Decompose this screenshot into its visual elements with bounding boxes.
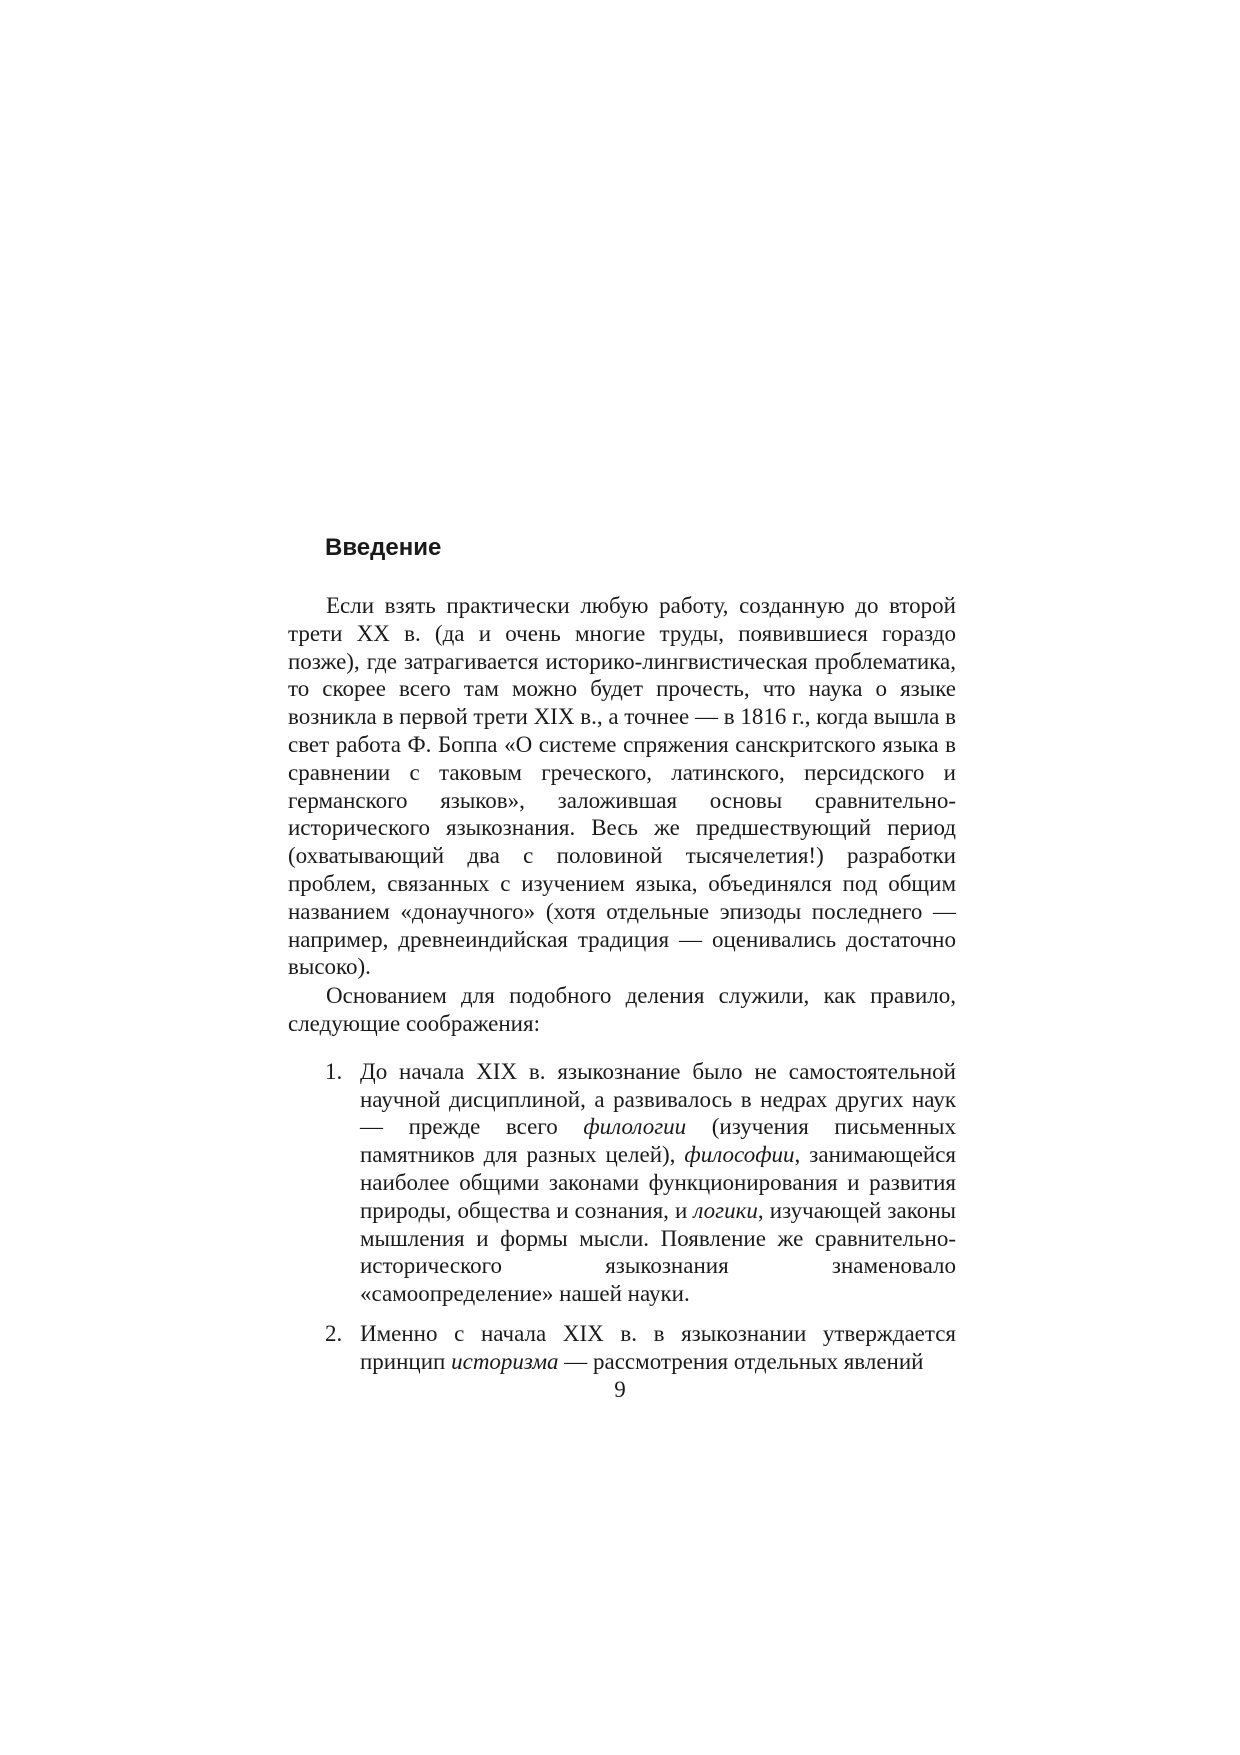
section-heading: Введение: [325, 534, 442, 561]
list-item-text: Именно с начала XIX в. в языкознании утверждается принцип историзма — рассмотрения отдельных явлений: [360, 1320, 956, 1374]
page-number: 9: [614, 1377, 626, 1402]
list-item-number: 1.: [325, 1058, 343, 1084]
reasons-list: [288, 1058, 956, 1376]
term-logic: логики: [693, 1197, 758, 1223]
term-historicism: историзма: [451, 1348, 559, 1374]
body-text: [288, 592, 956, 1388]
paragraph-reasons: Основанием для подобного деления служили, как правило, следующие соображения:: [288, 983, 956, 1036]
term-philology: филологии: [583, 1114, 687, 1140]
list-item: [288, 1058, 956, 1308]
term-philosophy: философии: [684, 1142, 795, 1168]
list-item: [288, 1320, 956, 1376]
paragraph-intro: Если взять практически любую работу, созданную до второй трети XX в. (да и очень многие труды, появившиеся гораздо позже), где затрагивается историко-лингвистическая проблематика, то скорее всего там можно будет прочесть, что наука о языке возникла в первой трети XIX в., а точнее — в 1816 г., когда вышла в свет работа Ф. Боппа «О системе спряжения санскритского языка в сравнении с таковым греческого, латинского, персидского и германского языков», заложившая основы сравнительно-исторического языкознания. Весь же предшествующий период (охватывающий два с половиной тысячелетия!) разработки проблем, связанных с изучением языка, объединялся под общим названием «донаучного» (хотя отдельные эпизоды последнего — например, древнеиндийская традиция — оценивались достаточно высоко).: [288, 593, 956, 980]
list-item-number: 2.: [325, 1320, 343, 1346]
list-item-text: До начала XIX в. языкознание было не самостоятельной научной дисциплиной, а развивалось в недрах других наук — прежде всего филологии (изучения письменных памятников для разных целей), философии, занимающейся наиболее общими законами функционирования и развития природы, общества и сознания, и логики, изучающей законы мышления и формы мысли. Появление же сравнительно-исторического языкознания знаменовало «самоопределение» нашей науки.: [360, 1058, 956, 1307]
